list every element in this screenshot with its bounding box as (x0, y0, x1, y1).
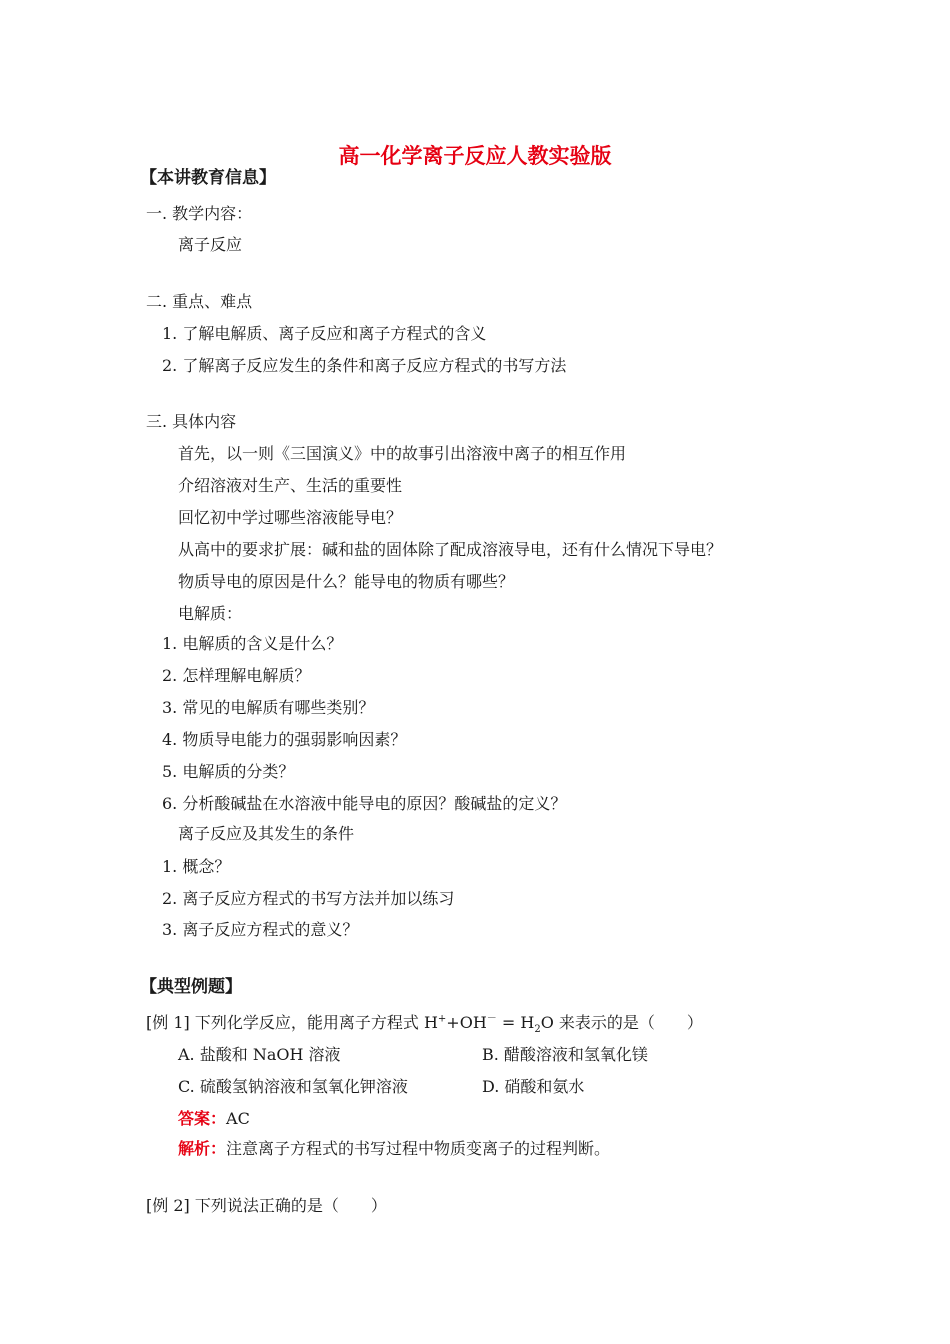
section1-content: 离子反应 (178, 235, 243, 254)
example1-analysis (178, 1139, 610, 1159)
example1-question (146, 1013, 703, 1036)
electrolyte-item: 6. 分析酸碱盐在水溶液中能导电的原因？酸碱盐的定义？ (162, 794, 567, 813)
ionic-reaction-label: 离子反应及其发生的条件 (178, 824, 355, 843)
section2-item: 1. 了解电解质、离子反应和离子方程式的含义 (162, 324, 487, 343)
electrolyte-item: 5. 电解质的分类？ (162, 762, 295, 781)
example1-option-d: D. 硝酸和氨水 (482, 1077, 585, 1096)
section3-paragraph: 回忆初中学过哪些溶液能导电？ (178, 508, 403, 527)
ionic-reaction-item: 2. 离子反应方程式的书写方法并加以练习 (162, 889, 455, 908)
section3-paragraph: 介绍溶液对生产、生活的重要性 (178, 476, 403, 495)
example1-answer (178, 1109, 250, 1129)
example2-question-text: 下列说法正确的是（ ） (194, 1196, 387, 1215)
ionic-reaction-item: 3. 离子反应方程式的意义？ (162, 920, 359, 939)
section3-paragraph: 物质导电的原因是什么？能导电的物质有哪些？ (178, 572, 515, 591)
document-title: 高一化学离子反应人教实验版 (338, 144, 612, 168)
section2-heading: 二. 重点、难点 (146, 292, 253, 311)
example2-question (146, 1196, 387, 1216)
electrolyte-item: 4. 物质导电能力的强弱影响因素？ (162, 730, 407, 749)
section1-heading: 一. 教学内容： (146, 204, 253, 223)
example1-option-a: A. 盐酸和 NaOH 溶液 (178, 1045, 341, 1064)
electrolyte-label: 电解质： (178, 604, 243, 623)
answer-label: 答案： (178, 1109, 227, 1128)
section3-heading: 三. 具体内容 (146, 412, 237, 431)
analysis-label: 解析： (178, 1139, 227, 1158)
example1-option-c: C. 硫酸氢钠溶液和氢氧化钾溶液 (178, 1077, 408, 1096)
electrolyte-item: 2. 怎样理解电解质？ (162, 666, 311, 685)
section3-paragraph: 首先，以一则《三国演义》中的故事引出溶液中离子的相互作用 (178, 444, 627, 463)
example1-label: [例 1] (146, 1013, 190, 1032)
ionic-reaction-item: 1. 概念？ (162, 857, 231, 876)
info-heading: 【本讲教育信息】 (140, 168, 276, 188)
answer-value: AC (226, 1109, 250, 1128)
example2-label: [例 2] (146, 1196, 190, 1215)
section2-item: 2. 了解离子反应发生的条件和离子反应方程式的书写方法 (162, 356, 567, 375)
examples-heading: 【典型例题】 (140, 977, 242, 997)
electrolyte-item: 1. 电解质的含义是什么？ (162, 634, 343, 653)
analysis-text: 注意离子方程式的书写过程中物质变离子的过程判断。 (226, 1139, 611, 1158)
example1-option-b: B. 醋酸溶液和氢氧化镁 (482, 1045, 648, 1064)
section3-paragraph: 从高中的要求扩展：碱和盐的固体除了配成溶液导电，还有什么情况下导电？ (178, 540, 723, 559)
electrolyte-item: 3. 常见的电解质有哪些类别？ (162, 698, 375, 717)
example1-question-text: 下列化学反应，能用离子方程式 $H^++OH^- = H_2O$ 来表示的是（ ） (194, 1013, 703, 1036)
